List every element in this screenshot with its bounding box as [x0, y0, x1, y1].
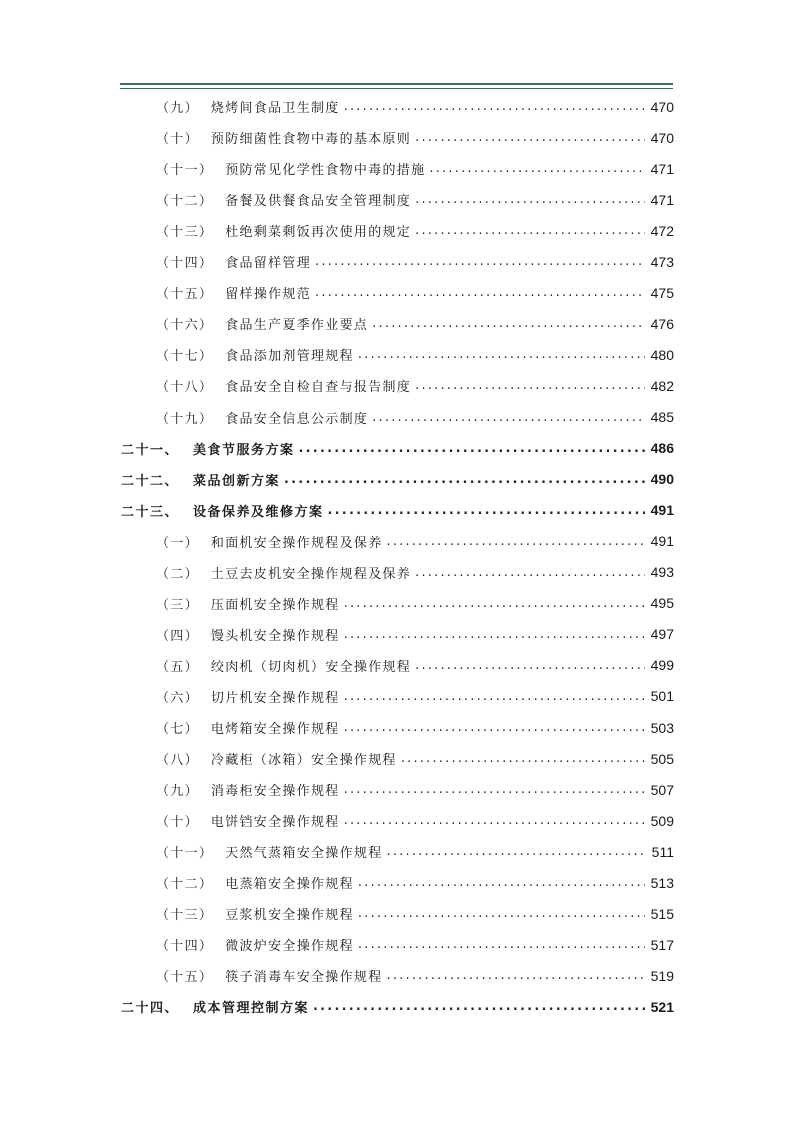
toc-page-number: 490: [650, 471, 674, 488]
toc-section-entry[interactable]: [156, 91, 674, 122]
toc-entry-title: 绞肉机（切肉机）安全操作规程: [210, 659, 412, 675]
toc-page-number: 499: [650, 657, 674, 674]
toc-entry-number: 二十一、: [121, 442, 180, 458]
toc-chapter-entry[interactable]: [121, 991, 674, 1022]
toc-dot-leader: [344, 627, 645, 642]
toc-page-number: 472: [650, 222, 674, 239]
toc-dot-leader: [415, 565, 645, 580]
toc-section-entry[interactable]: [156, 526, 674, 557]
toc-entry-title: 食品生产夏季作业要点: [225, 318, 369, 334]
toc-chapter-entry[interactable]: [121, 433, 674, 464]
toc-dot-leader: [372, 410, 644, 425]
toc-entry-title: 天然气蒸箱安全操作规程: [225, 846, 383, 862]
toc-dot-leader: [313, 999, 645, 1014]
toc-entry-number: （三）: [156, 597, 199, 613]
toc-section-entry[interactable]: [156, 339, 674, 370]
toc-entry-title: 留样操作规范: [225, 287, 312, 303]
header-rule-thin: [120, 88, 673, 89]
toc-section-entry[interactable]: [156, 588, 674, 619]
toc-dot-leader: [344, 689, 645, 704]
toc-entry-number: （十一）: [156, 163, 214, 179]
toc-page-number: 505: [650, 750, 674, 767]
toc-dot-leader: [415, 378, 645, 393]
toc-dot-leader: [344, 782, 645, 797]
toc-section-entry[interactable]: [156, 277, 674, 308]
toc-chapter-entry[interactable]: [121, 495, 674, 526]
toc-entry-number: （七）: [156, 722, 199, 737]
toc-page-number: 491: [650, 533, 674, 550]
toc-entry-title: 筷子消毒车安全操作规程: [225, 970, 383, 986]
toc-chapter-entry[interactable]: [121, 464, 674, 495]
toc-dot-leader: [344, 720, 645, 735]
toc-entry-number: （十四）: [156, 256, 214, 272]
toc-section-entry[interactable]: [156, 898, 674, 929]
toc-entry-title: 备餐及供餐食品安全管理制度: [225, 194, 412, 210]
toc-entry-title: 美食节服务方案: [193, 442, 295, 458]
toc-entry-number: 二十三、: [121, 504, 180, 520]
toc-entry-title: 食品添加剂管理规程: [225, 349, 354, 365]
toc-section-entry[interactable]: [156, 743, 674, 774]
toc-entry-number: （十五）: [156, 970, 214, 986]
toc-section-entry[interactable]: [156, 246, 674, 277]
toc-page-number: 501: [650, 688, 674, 705]
toc-page-number: 485: [650, 409, 674, 425]
toc-entry-number: （十）: [156, 815, 199, 831]
toc-entry-title: 预防常见化学性食物中毒的措施: [225, 163, 426, 179]
toc-page-number: 503: [650, 719, 674, 736]
toc-entry-title: 冷藏柜（冰箱）安全操作规程: [210, 753, 397, 769]
toc-dot-leader: [401, 751, 645, 766]
toc-entry-title: 和面机安全操作规程及保养: [210, 535, 383, 551]
toc-section-entry[interactable]: [156, 681, 674, 712]
toc-entry-title: 土豆去皮机安全操作规程及保养: [210, 566, 412, 582]
toc-dot-leader: [429, 161, 644, 176]
toc-section-entry[interactable]: [156, 184, 674, 215]
toc-entry-title: 馒头机安全操作规程: [210, 628, 340, 644]
toc-dot-leader: [315, 285, 645, 300]
toc-section-entry[interactable]: [156, 867, 674, 898]
toc-entry-title: 设备保养及维修方案: [193, 504, 324, 520]
toc-entry-number: （九）: [156, 784, 199, 800]
toc-page-number: 511: [651, 843, 674, 860]
toc-section-entry[interactable]: [156, 402, 674, 433]
toc-dot-leader: [344, 813, 645, 828]
toc-entry-number: （五）: [156, 659, 199, 675]
toc-entry-title: 食品留样管理: [225, 256, 312, 272]
toc-page-number: 509: [650, 812, 674, 829]
toc-page-number: 486: [650, 440, 674, 457]
toc-section-entry[interactable]: [156, 805, 674, 836]
toc-section-entry[interactable]: [156, 308, 674, 339]
toc-dot-leader: [284, 472, 645, 487]
toc-page-number: 482: [650, 377, 674, 394]
toc-entry-title: 电蒸箱安全操作规程: [225, 877, 354, 893]
toc-dot-leader: [358, 937, 645, 952]
toc-section-entry[interactable]: [156, 557, 674, 588]
toc-entry-number: 二十四、: [121, 1001, 180, 1017]
toc-page-number: 515: [650, 905, 674, 922]
toc-dot-leader: [387, 968, 645, 983]
toc-entry-number: （十二）: [156, 194, 214, 210]
toc-entry-title: 豆浆机安全操作规程: [225, 908, 354, 924]
toc-page-number: 471: [650, 160, 674, 177]
toc-entry-title: 微波炉安全操作规程: [225, 939, 354, 955]
toc-page-number: 497: [650, 626, 674, 643]
toc-page-number: 476: [650, 315, 674, 332]
toc-entry-title: 食品安全信息公示制度: [225, 411, 369, 427]
toc-entry-number: （十九）: [156, 411, 214, 427]
toc-page-number: 513: [650, 874, 674, 891]
toc-dot-leader: [387, 844, 646, 859]
toc-dot-leader: [415, 130, 645, 145]
toc-entry-title: 预防细菌性食物中毒的基本原则: [210, 132, 412, 148]
toc-entry-title: 烧烤间食品卫生制度: [210, 101, 340, 116]
toc-page-number: 470: [650, 98, 674, 115]
toc-dot-leader: [344, 596, 645, 611]
toc-dot-leader: [415, 658, 645, 673]
toc-section-entry[interactable]: [156, 650, 674, 681]
toc-dot-leader: [387, 534, 645, 549]
toc-entry-number: （二）: [156, 566, 199, 582]
toc-dot-leader: [358, 347, 645, 362]
toc-entry-title: 切片机安全操作规程: [210, 690, 340, 706]
toc-entry-number: （十八）: [156, 380, 214, 396]
toc-entry-number: （十六）: [156, 318, 214, 334]
toc-section-entry[interactable]: [156, 619, 674, 650]
toc-entry-number: （六）: [156, 690, 199, 706]
toc-page-number: 473: [650, 253, 674, 270]
toc-entry-title: 食品安全自检自查与报告制度: [225, 380, 412, 396]
toc-page-number: 475: [650, 284, 674, 301]
toc-entry-number: （十五）: [156, 287, 214, 303]
toc-page-number: 493: [650, 564, 674, 581]
toc-page-number: 507: [650, 781, 674, 798]
toc-section-entry[interactable]: [156, 929, 674, 960]
toc-entry-title: 电烤箱安全操作规程: [210, 722, 340, 737]
toc-dot-leader: [415, 223, 645, 238]
toc-dot-leader: [299, 441, 645, 456]
toc-section-entry[interactable]: [156, 836, 674, 867]
toc-section-entry[interactable]: [156, 774, 674, 805]
toc-page-number: 471: [650, 191, 674, 208]
toc-entry-title: 成本管理控制方案: [193, 1001, 310, 1017]
toc-dot-leader: [328, 503, 645, 518]
toc-section-entry[interactable]: [156, 215, 674, 246]
toc-page-number: 470: [650, 129, 674, 146]
toc-section-entry[interactable]: [156, 960, 674, 991]
toc-dot-leader: [358, 906, 645, 921]
toc-entry-number: 二十二、: [121, 473, 180, 489]
toc-page-number: 521: [650, 998, 674, 1015]
toc-dot-leader: [372, 316, 644, 331]
toc-entry-title: 电饼铛安全操作规程: [210, 815, 340, 831]
toc-entry-number: （十）: [156, 132, 199, 148]
toc-entry-number: （十一）: [156, 846, 214, 862]
toc-entry-title: 杜绝剩菜剩饭再次使用的规定: [225, 225, 412, 241]
toc-dot-leader: [315, 254, 645, 269]
toc-entry-number: （一）: [156, 535, 199, 551]
toc-page-number: 517: [650, 936, 674, 953]
toc-entry-title: 压面机安全操作规程: [210, 597, 340, 613]
toc-page-number: 480: [650, 346, 674, 363]
toc-section-entry[interactable]: [156, 153, 674, 184]
toc-entry-number: （四）: [156, 628, 199, 644]
toc-entry-number: （九）: [156, 101, 199, 116]
toc-section-entry[interactable]: [156, 712, 674, 743]
toc-section-entry[interactable]: [156, 122, 674, 153]
toc-entry-number: （十三）: [156, 908, 214, 924]
toc-dot-leader: [358, 875, 645, 890]
toc-page-number: 519: [650, 967, 674, 984]
toc-section-entry[interactable]: [156, 370, 674, 401]
toc-entry-title: 消毒柜安全操作规程: [210, 784, 340, 800]
toc-dot-leader: [344, 99, 645, 114]
toc-entry-number: （八）: [156, 753, 199, 769]
toc-entry-number: （十七）: [156, 349, 214, 365]
toc-dot-leader: [415, 192, 645, 207]
toc-page-number: 491: [650, 502, 674, 519]
header-rule-thick: [120, 83, 673, 85]
toc-entry-number: （十四）: [156, 939, 214, 955]
toc-entry-number: （十三）: [156, 225, 214, 241]
toc-entry-number: （十二）: [156, 877, 214, 893]
toc-entry-title: 菜品创新方案: [193, 473, 281, 489]
toc-page-number: 495: [650, 595, 674, 612]
